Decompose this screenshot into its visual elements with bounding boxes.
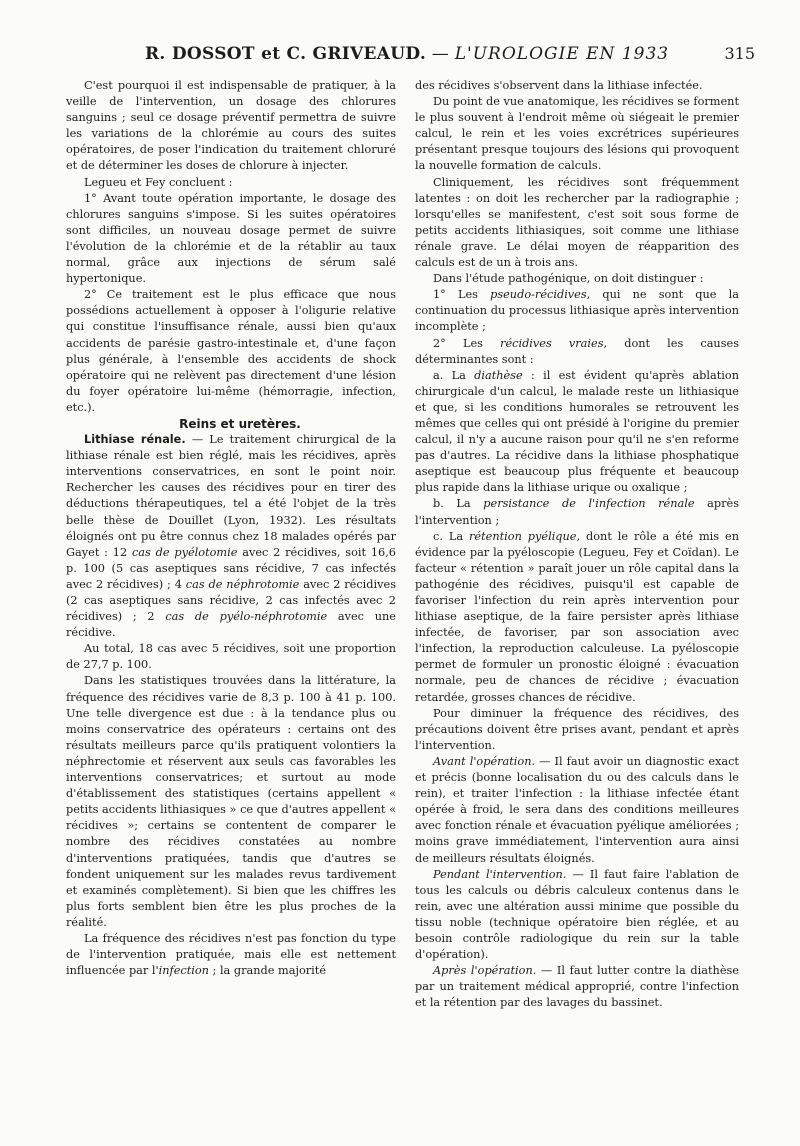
italic-run: cas de pyélo-néphrotomie — [165, 610, 328, 624]
italic-run: pseudo-récidives — [490, 288, 587, 302]
paragraph: Dans l'étude pathogénique, on doit distinguer : — [433, 272, 704, 286]
paragraph — [415, 336, 739, 368]
header-journal: L'UROLOGIE EN 1933 — [454, 44, 670, 64]
text-run: — Le traitement chirurgical de la lithiase rénale est bien réglé, mais les récidives, après interventions conservatrices, en sont le point noir. Rechercher les causes des récidives pour en tirer des déductions thérapeutiques, tel a été l'objet de la très belle thèse de Douillet (Lyon, 1932). Les résultats éloignés ont pu être connus chez 18 malades opérés par Gayet : 12 — [66, 433, 396, 559]
text-run: avec une récidive. — [66, 610, 396, 640]
text-run: , dont le rôle a été mis en évidence par la pyéloscopie (Legueu, Fey et Coïdan). Le facteur « rétention » paraît jouer un rôle capital dans la pathogénie des récidives, puisqu'il est capable de favoriser l'infection du rein après intervention pour lithiase aseptique, de la faire persister après lithiase infectée, de favoriser, par son association avec l'infection, la reproduction calculeuse. La pyéloscopie permet de formuler un pronostic éloigné : évacuation normale, peu de chances de récidive ; évacuation retardée, grosses chances de récidive. — [415, 529, 739, 704]
text-run: ; la grande majorité — [208, 964, 327, 978]
text-run: , dont les causes déterminantes sont : — [415, 336, 739, 366]
paragraph: Au total, 18 cas avec 5 récidives, soit une proportion de 27,7 p. 100. — [66, 642, 396, 672]
paragraph — [415, 496, 739, 528]
text-run: 1° Les — [433, 288, 491, 302]
text-run: , qui ne sont que la continuation du processus lithiasique après intervention incomplète ; — [415, 288, 739, 334]
text-run: b. La — [433, 497, 484, 511]
paragraph — [415, 963, 739, 1011]
italic-run: cas de néphrotomie — [185, 577, 300, 591]
text-run: avec 2 récidives (2 cas aseptiques sans récidive, 2 cas infectés avec 2 récidives) ; 2 — [66, 577, 396, 624]
italic-run: Après l'opération. — [433, 964, 537, 978]
italic-run: cas de pyélotomie — [131, 545, 238, 559]
running-header — [60, 44, 755, 74]
paragraph — [415, 287, 739, 335]
italic-run: rétention pyélique — [469, 529, 577, 543]
italic-run: Pendant l'intervention. — [433, 867, 567, 881]
text-run: après l'intervention ; — [415, 497, 739, 527]
right-column — [415, 78, 739, 1011]
text-run: : il est évident qu'après ablation chirurgicale d'un calcul, le malade reste un lithiasique et que, si les conditions humorales se retrouvent les mêmes que celles qui ont présidé à l'origine du premier calcul, il n'y a aucune raison pour qu'il ne s'en reforme pas d'autres. La récidive dans la lithiase phosphatique aseptique est beaucoup plus fréquente et beaucoup plus rapide dans la lithiase urique ou oxalique ; — [415, 368, 739, 495]
paragraph: des récidives s'observent dans la lithiase infectée. — [415, 79, 703, 92]
paragraph — [415, 368, 739, 497]
text-run: avec 2 récidives, soit 16,6 p. 100 (5 cas aseptiques sans récidive, 7 cas infectés avec 2 récidives) ; 4 — [66, 545, 396, 591]
paragraph: C'est pourquoi il est indispensable de pratiquer, à la veille de l'intervention, un dosage des chlorures sanguins ; seul ce dosage préventif permettra de suivre les variations de la chlorémie au cours des suites opératoires, de poser l'indication du traitement chloruré et de déterminer les doses de chlorure à injecter. — [66, 79, 396, 173]
header-dash: — — [426, 44, 455, 64]
paragraph: Legueu et Fey concluent : — [84, 175, 233, 189]
paragraph: Cliniquement, les récidives sont fréquemment latentes : on doit les rechercher par la radiographie ; lorsqu'elles se manifestent, c'est soit sous forme de petits accidents lithiasiques, soit comme une lithiase rénale grave. Le délai moyen de réapparition des calculs est de un à trois ans. — [415, 175, 739, 270]
italic-run: infection — [158, 964, 209, 978]
run-in-heading: Lithiase rénale. — [84, 433, 186, 447]
paragraph: Dans les statistiques trouvées dans la littérature, la fréquence des récidives varie de 8,3 p. 100 à 41 p. 100. Une telle divergence est due : à la tendance plus ou moins conservatrice des opérateurs : certains ont des résultats meilleurs parce qu'ils pratiquent volontiers la néphrectomie et réservent aux seuls cas favorables les interventions conservatrices; et surtout au mode d'établissement des statistiques (certains appellent « petits accidents lithiasiques » ce que d'autres appellent « récidives »; certains se contentent de comparer le nombre des récidives constatées au nombre d'interventions pratiquées, tandis que d'autres se fondent uniquement sur les malades revus tardivement et examinés complètement). Si bien que les chiffres les plus forts semblent bien être les plus proches de la réalité. — [66, 674, 396, 929]
paragraph: 1° Avant toute opération importante, le dosage des chlorures sanguins s'impose. Si les suites opératoires sont difficiles, un nouveau dosage permet de suivre l'évolution de la chlorémie et de la rétablir au taux normal, grâce aux injections de sérum salé hypertonique. — [66, 191, 396, 286]
text-run: — Il faut faire l'ablation de tous les calculs ou débris calculeux contenus dans le rein, avec une altération aussi minime que possible du tissu noble (technique opératoire bien réglée, et au besoin contrôle radiologique du rein sur la table d'opération). — [415, 867, 739, 962]
italic-run: Avant l'opération. — [433, 754, 536, 768]
section-heading: Reins et uretères. — [179, 416, 301, 431]
text-run: — Il faut avoir un diagnostic exact et précis (bonne localisation du ou des calculs dans le rein), et traiter l'infection : la lithiase infectée étant opérée à froid, le sera dans des conditions meilleures avec fonction rénale et évacuation pyélique améliorées ; moins grave immédiatement, l'intervention aura ainsi de meilleurs résultats éloignés. — [415, 754, 739, 865]
text-run: — Il faut lutter contre la diathèse par un traitement médical approprié, contre l'infection et la rétention par des lavages du bassinet. — [415, 964, 739, 1010]
text-run: La fréquence des récidives n'est pas fonction du type de l'intervention pratiquée, mais elle est nettement influencée par l' — [66, 931, 396, 978]
paragraph — [66, 432, 396, 641]
header-title — [145, 44, 669, 64]
text-run: c. La — [433, 529, 470, 543]
paragraph: Pour diminuer la fréquence des récidives, des précautions doivent être prises avant, pendant et après l'intervention. — [415, 706, 739, 752]
paragraph: 2° Ce traitement est le plus efficace que nous possédions actuellement à opposer à l'oligurie relative qui constitue l'insuffisance rénale, aussi bien qu'aux accidents de parésie gastro-intestinale et, d'une façon plus générale, à l'ensemble des accidents de shock opératoire qui ne relèvent pas directement d'une lésion du foyer opératoire lui-même (hémorragie, infection, etc.). — [66, 288, 396, 414]
paragraph — [415, 867, 739, 964]
paragraph — [66, 931, 396, 979]
paragraph — [415, 754, 739, 867]
italic-run: récidives vraies — [500, 336, 604, 350]
paragraph: Du point de vue anatomique, les récidives se forment le plus souvent à l'endroit même où siégeait le premier calcul, le rein et les voies excrétrices supérieures présentant presque toujours des lésions qui provoquent la nouvelle formation de calculs. — [415, 95, 739, 173]
paragraph — [415, 529, 739, 706]
italic-run: persistance de l'infection rénale — [483, 497, 695, 511]
header-authors: R. DOSSOT et C. GRIVEAUD. — [145, 44, 427, 64]
page-number: 315 — [724, 44, 755, 63]
italic-run: diathèse — [474, 368, 523, 382]
left-column — [66, 78, 396, 979]
text-run: a. La — [433, 368, 475, 382]
text-run: 2° Les — [433, 336, 501, 350]
